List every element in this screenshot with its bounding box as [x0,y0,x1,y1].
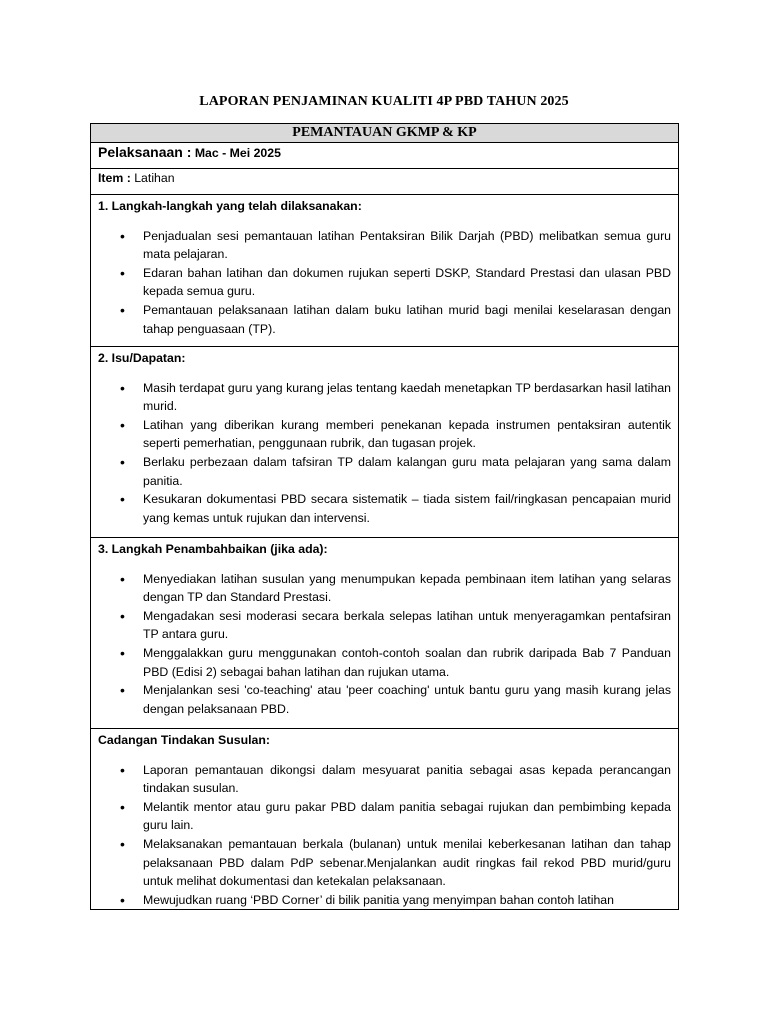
pelaksanaan-value: Mac - Mei 2025 [194,146,281,160]
list-item: • Menyediakan latihan susulan yang menumpukan kepada pembinaan item latihan yang selaras dengan TP dan Standard Prestasi. [98,570,671,607]
section-row [91,347,679,538]
list-item: • Mewujudkan ruang ‘PBD Corner’ di bilik panitia yang menyimpan bahan contoh latihan [98,891,671,910]
section-penambahbaikan [91,538,679,729]
list-item: • Edaran bahan latihan dan dokumen rujukan seperti DSKP, Standard Prestasi dan ulasan PBD kepada semua guru. [98,264,671,301]
list-item: • Melantik mentor atau guru pakar PBD dalam panitia sebagai rujukan dan pembimbing kepada guru lain. [98,798,671,835]
section-row [91,538,679,729]
document-title: LAPORAN PENJAMINAN KUALITI 4P PBD TAHUN 2025 [199,94,569,109]
bullet-list [98,379,671,528]
pelaksanaan-cell [91,143,679,169]
bullet-list [98,761,671,910]
list-item: • Pemantauan pelaksanaan latihan dalam buku latihan murid bagi menilai keselarasan dengan tahap penguasaan (TP). [98,301,671,338]
list-item: • Mengadakan sesi moderasi secara berkala selepas latihan untuk menyeragamkan pentafsiran TP antara guru. [98,607,671,644]
list-item: • Kesukaran dokumentasi PBD secara sistematik – tiada sistem fail/ringkasan pencapaian murid yang kemas untuk rujukan dan intervensi. [98,490,671,527]
list-item: • Menjalankan sesi 'co-teaching' atau 'peer coaching' untuk bantu guru yang masih kurang jelas dengan pelaksanaan PBD. [98,681,671,718]
list-item: • Latihan yang diberikan kurang memberi penekanan kepada instrumen pentaksiran autentik seperti pemerhatian, penggunaan rubrik, dan tugasan projek. [98,416,671,453]
pelaksanaan-row [91,143,679,169]
table-heading-row [91,124,679,143]
section-title: Cadangan Tindakan Susulan: [98,733,270,747]
section-title: 2. Isu/Dapatan: [98,351,186,365]
section-cadangan [91,729,679,910]
list-item: • Berlaku perbezaan dalam tafsiran TP dalam kalangan guru mata pelajaran yang sama dalam panitia. [98,453,671,490]
list-item: • Melaksanakan pemantauan berkala (bulanan) untuk menilai keberkesanan latihan dan tahap pelaksanaan PBD dalam PdP sebenar.Menjalankan audit ringkas fail rekod PBD murid/guru untuk melihat dokumentasi dan ketekalan pelaksanaan. [98,835,671,891]
pelaksanaan-label: Pelaksanaan : [98,144,192,160]
section-row [91,729,679,910]
list-item: • Penjadualan sesi pemantauan latihan Pentaksiran Bilik Darjah (PBD) melibatkan semua guru mata pelajaran. [98,227,671,264]
bullet-list [98,227,671,339]
report-table [90,123,679,910]
item-cell [91,169,679,195]
item-value: Latihan [134,171,175,185]
section-langkah [91,195,679,347]
bullet-list [98,570,671,719]
section-title: 1. Langkah-langkah yang telah dilaksanakan: [98,199,362,213]
table-heading: PEMANTAUAN GKMP & KP [91,124,679,143]
list-item: • Menggalakkan guru menggunakan contoh-contoh soalan dan rubrik daripada Bab 7 Panduan PBD (Edisi 2) sebagai bahan latihan dan rujukan utama. [98,644,671,681]
item-row [91,169,679,195]
section-title: 3. Langkah Penambahbaikan (jika ada): [98,542,328,556]
list-item: • Laporan pemantauan dikongsi dalam mesyuarat panitia sebagai asas kepada perancangan tindakan susulan. [98,761,671,798]
list-item: • Masih terdapat guru yang kurang jelas tentang kaedah menetapkan TP berdasarkan hasil latihan murid. [98,379,671,416]
item-label: Item : [98,171,131,185]
section-row [91,195,679,347]
section-isu-dapatan [91,347,679,538]
